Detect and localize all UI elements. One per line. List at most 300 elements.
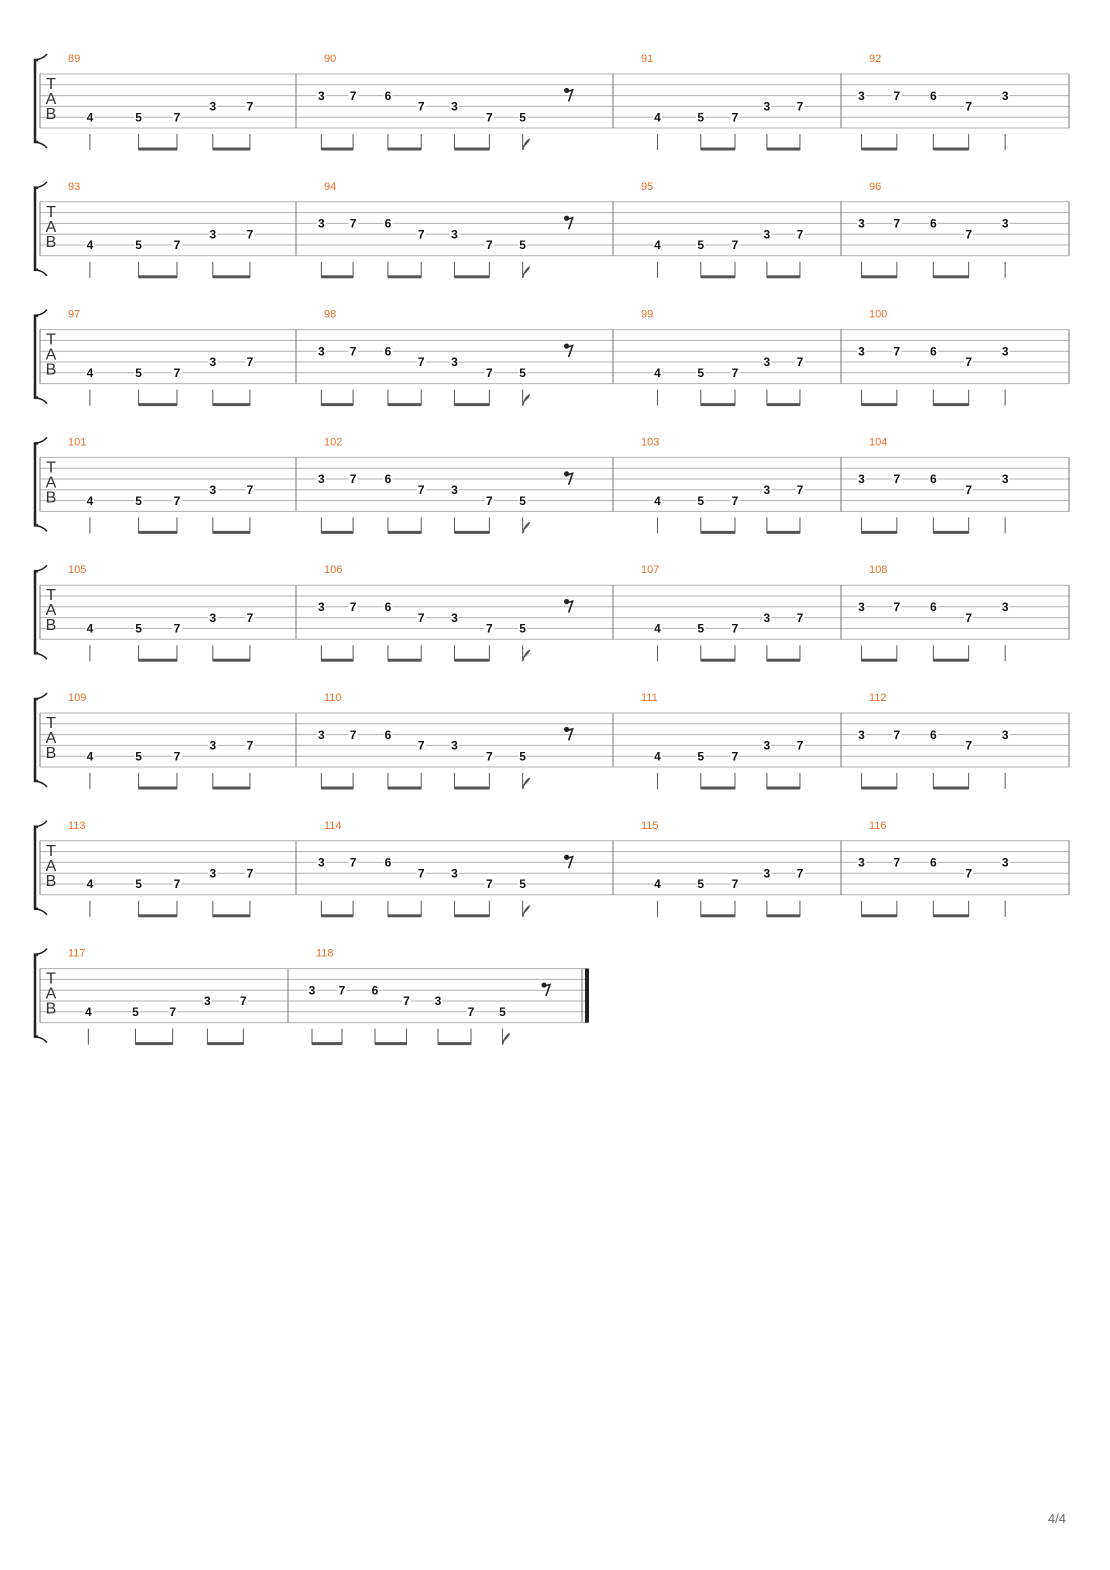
fret-number: 3 (451, 610, 458, 625)
tab-clef-letter: B (45, 106, 57, 123)
measure-number: 103 (641, 436, 660, 449)
fret-number: 4 (654, 749, 661, 764)
bracket-top-hook (35, 693, 47, 699)
fret-number: 5 (519, 749, 526, 764)
note-flag (523, 650, 530, 661)
fret-number: 7 (349, 600, 357, 614)
fret-number: 3 (318, 727, 325, 742)
fret-number: 6 (384, 88, 392, 103)
note-beam (321, 914, 353, 917)
tab-clef-letter: T (46, 970, 56, 988)
fret-number: 3 (763, 738, 771, 753)
measure-number: 91 (641, 53, 654, 65)
measure (68, 820, 296, 918)
fret-number: 3 (308, 983, 316, 998)
tab-clef-letter: B (45, 745, 57, 762)
note-beam (213, 148, 250, 151)
tab-system (35, 564, 1069, 662)
system-bracket (35, 60, 38, 142)
fret-number: 3 (1001, 600, 1009, 614)
measure-number: 90 (324, 53, 337, 65)
bracket-top-hook (35, 54, 47, 60)
fret-number: 7 (173, 493, 181, 508)
note-beam (321, 787, 353, 790)
fret-number: 7 (796, 227, 804, 242)
fret-number: 7 (965, 355, 973, 370)
measure (317, 564, 613, 662)
fret-number: 5 (499, 1005, 506, 1019)
note-beam (862, 787, 897, 790)
fret-number: 7 (467, 1005, 475, 1019)
note-beam (139, 275, 177, 278)
note-beam (933, 659, 968, 662)
note-beam (701, 403, 735, 406)
note-flag (523, 139, 530, 150)
note-beam (701, 275, 735, 278)
note-beam (933, 275, 968, 278)
fret-number: 7 (731, 877, 739, 892)
fret-number: 5 (519, 493, 526, 508)
fret-number: 7 (417, 738, 425, 753)
measure-number: 106 (324, 564, 343, 577)
measure (857, 436, 1069, 534)
note-beam (767, 787, 800, 790)
note-flag (523, 906, 530, 917)
fret-number: 7 (796, 483, 804, 497)
measure (857, 564, 1069, 662)
fret-number: 7 (349, 216, 357, 231)
measure (641, 820, 841, 918)
measure-number: 115 (641, 819, 659, 832)
measure (317, 820, 613, 918)
note-beam (388, 914, 421, 917)
note-beam (139, 403, 177, 406)
note-beam (701, 914, 735, 917)
fret-number: 7 (486, 621, 493, 636)
measure-number: 107 (641, 564, 660, 577)
fret-number: 3 (209, 355, 217, 370)
fret-number: 7 (246, 99, 254, 114)
fret-number: 3 (858, 344, 865, 359)
fret-number: 6 (929, 600, 937, 614)
measure (641, 181, 841, 278)
fret-number: 7 (349, 727, 357, 742)
fret-number: 5 (697, 877, 705, 892)
note-beam (321, 531, 353, 534)
bracket-bottom-hook (35, 525, 47, 531)
note-beam (767, 531, 800, 534)
tab-system (35, 948, 589, 1046)
fret-number: 5 (519, 621, 526, 636)
fret-number: 7 (893, 472, 901, 487)
measure-number: 108 (869, 564, 888, 577)
fret-number: 3 (763, 355, 771, 370)
note-beam (135, 1042, 172, 1045)
tab-clef-letter: B (45, 233, 57, 251)
measure (317, 436, 613, 534)
note-beam (701, 148, 735, 151)
system-bracket (35, 316, 38, 398)
tab-system (35, 436, 1069, 534)
note-flag (523, 395, 530, 406)
fret-number: 3 (209, 483, 217, 497)
note-beam (767, 914, 800, 917)
fret-number: 7 (965, 483, 973, 497)
fret-number: 3 (858, 472, 865, 487)
fret-number: 7 (173, 749, 181, 764)
note-beam (862, 148, 897, 151)
note-beam (312, 1042, 342, 1045)
fret-number: 3 (763, 866, 771, 881)
fret-number: 7 (403, 994, 410, 1009)
fret-number: 3 (209, 738, 217, 753)
fret-number: 4 (86, 110, 94, 125)
measure-number: 111 (641, 692, 658, 704)
fret-number: 6 (384, 600, 392, 614)
bracket-bottom-hook (35, 142, 47, 148)
fret-number: 3 (858, 727, 865, 742)
tab-clef-letter: T (46, 715, 56, 732)
fret-number: 7 (486, 749, 493, 764)
tab-system (35, 309, 1069, 407)
measure (68, 436, 296, 534)
fret-number: 4 (654, 621, 661, 636)
tab-clef-letter: A (45, 857, 57, 875)
measure (857, 53, 1069, 151)
fret-number: 5 (135, 238, 142, 253)
fret-number: 7 (417, 483, 425, 497)
measure-number: 104 (869, 436, 888, 449)
fret-number: 3 (1001, 472, 1009, 487)
fret-number: 3 (451, 738, 458, 753)
fret-number: 7 (893, 600, 901, 614)
tab-clef-letter: T (46, 459, 56, 477)
note-beam (213, 787, 250, 790)
fret-number: 3 (1001, 727, 1009, 742)
fret-number: 3 (209, 99, 217, 114)
note-beam (321, 148, 353, 151)
note-beam (388, 148, 421, 151)
measure (68, 948, 288, 1046)
tab-clef-letter: T (46, 842, 56, 860)
note-beam (375, 1042, 407, 1045)
bracket-top-hook (35, 437, 47, 443)
fret-number: 7 (486, 493, 493, 508)
fret-number: 7 (893, 216, 901, 231)
note-beam (455, 403, 490, 406)
note-beam (862, 914, 897, 917)
note-flag (523, 778, 530, 789)
note-beam (701, 531, 735, 534)
fret-number: 7 (486, 366, 493, 380)
note-beam (213, 275, 250, 278)
fret-number: 4 (85, 1005, 92, 1019)
fret-number: 7 (173, 877, 181, 892)
note-beam (701, 787, 735, 790)
note-beam (862, 659, 897, 662)
system-bracket (35, 571, 38, 653)
tab-clef-letter: B (45, 1000, 57, 1018)
measure-number: 112 (869, 692, 887, 704)
measure-number: 110 (324, 692, 342, 704)
tab-clef-letter: B (45, 361, 57, 379)
bracket-bottom-hook (35, 1037, 47, 1043)
fret-number: 3 (318, 472, 325, 487)
fret-number: 5 (135, 621, 142, 636)
fret-number: 7 (417, 866, 425, 881)
fret-number: 7 (796, 99, 804, 114)
measure-number: 92 (869, 53, 882, 65)
measure-number: 118 (316, 947, 334, 960)
fret-number: 3 (451, 99, 458, 114)
fret-number: 7 (893, 88, 901, 103)
fret-number: 3 (763, 483, 771, 497)
fret-number: 3 (858, 88, 865, 103)
note-beam (388, 275, 421, 278)
fret-number: 3 (858, 216, 865, 231)
fret-number: 5 (135, 749, 142, 764)
fret-number: 7 (965, 227, 973, 242)
system-bracket (35, 699, 38, 781)
bracket-bottom-hook (35, 781, 47, 787)
fret-number: 7 (965, 866, 973, 881)
tab-clef-letter: T (46, 203, 56, 221)
measure (641, 564, 841, 662)
fret-number: 7 (731, 110, 739, 125)
note-beam (455, 275, 490, 278)
note-flag (523, 267, 530, 278)
fret-number: 4 (86, 366, 94, 380)
measure (641, 309, 841, 407)
bracket-top-hook (35, 949, 47, 955)
tab-clef-letter: A (45, 730, 57, 747)
fret-number: 7 (796, 355, 804, 370)
fret-number: 5 (132, 1005, 139, 1019)
tab-system (35, 820, 1069, 918)
fret-number: 5 (519, 366, 526, 380)
fret-number: 3 (318, 88, 325, 103)
fret-number: 6 (929, 855, 937, 870)
measure (641, 692, 841, 790)
fret-number: 7 (731, 238, 739, 253)
measure (68, 692, 296, 790)
measure-number: 94 (324, 180, 337, 193)
note-beam (455, 148, 490, 151)
fret-number: 7 (349, 344, 357, 359)
measure (68, 181, 296, 278)
tab-clef-letter: A (45, 602, 57, 620)
fret-number: 7 (173, 366, 181, 380)
note-beam (933, 531, 968, 534)
fret-number: 4 (654, 366, 661, 380)
fret-number: 5 (697, 110, 705, 125)
fret-number: 7 (965, 99, 973, 114)
measure-number: 101 (68, 436, 87, 449)
measure-number: 100 (869, 308, 888, 321)
tab-clef-letter: A (45, 91, 57, 108)
fret-number: 6 (384, 855, 392, 870)
note-beam (388, 403, 421, 406)
bracket-bottom-hook (35, 653, 47, 659)
tab-clef-letter: A (45, 474, 57, 492)
measure (857, 692, 1069, 790)
note-beam (213, 659, 250, 662)
tab-clef-letter: A (45, 218, 57, 236)
note-beam (388, 659, 421, 662)
bracket-bottom-hook (35, 270, 47, 276)
note-beam (388, 531, 421, 534)
note-beam (767, 148, 800, 151)
fret-number: 7 (246, 866, 254, 881)
fret-number: 7 (893, 855, 901, 870)
note-flag (503, 1034, 510, 1045)
system-bracket (35, 955, 38, 1037)
fret-number: 6 (384, 472, 392, 487)
fret-number: 5 (697, 366, 705, 380)
note-flag (523, 522, 530, 533)
measure (641, 53, 841, 151)
fret-number: 7 (417, 227, 425, 242)
tab-clef-letter: T (46, 76, 56, 93)
fret-number: 3 (318, 600, 325, 614)
fret-number: 7 (417, 355, 425, 370)
measure (317, 692, 613, 790)
fret-number: 7 (246, 610, 254, 625)
note-beam (455, 659, 490, 662)
final-thick-barline (585, 969, 589, 1023)
fret-number: 7 (893, 727, 901, 742)
note-beam (455, 531, 490, 534)
fret-number: 7 (965, 610, 973, 625)
measure (317, 53, 613, 151)
measure-number: 105 (68, 564, 87, 577)
fret-number: 6 (384, 216, 392, 231)
fret-number: 5 (519, 877, 526, 892)
fret-number: 5 (519, 238, 526, 253)
fret-number: 7 (486, 110, 493, 125)
fret-number: 7 (486, 877, 493, 892)
note-beam (213, 531, 250, 534)
measure (641, 436, 841, 534)
measure (857, 181, 1069, 278)
fret-number: 3 (451, 227, 458, 242)
fret-number: 3 (858, 855, 865, 870)
measure-number: 117 (68, 947, 86, 960)
fret-number: 3 (209, 610, 217, 625)
tab-clef-letter: B (45, 617, 57, 635)
fret-number: 4 (86, 877, 94, 892)
note-beam (139, 148, 177, 151)
fret-number: 4 (654, 110, 661, 125)
system-bracket (35, 827, 38, 909)
note-beam (701, 659, 735, 662)
note-beam (933, 403, 968, 406)
fret-number: 7 (246, 227, 254, 242)
measure-number: 99 (641, 308, 654, 321)
note-beam (388, 787, 421, 790)
fret-number: 3 (763, 99, 771, 114)
fret-number: 5 (697, 749, 705, 764)
fret-number: 7 (796, 866, 804, 881)
bracket-bottom-hook (35, 909, 47, 915)
fret-number: 6 (929, 472, 937, 487)
fret-number: 7 (173, 621, 181, 636)
fret-number: 3 (318, 855, 325, 870)
bracket-top-hook (35, 310, 47, 316)
note-beam (321, 275, 353, 278)
fret-number: 7 (796, 610, 804, 625)
fret-number: 4 (86, 493, 94, 508)
fret-number: 3 (451, 483, 458, 497)
bracket-top-hook (35, 182, 47, 188)
fret-number: 3 (451, 866, 458, 881)
fret-number: 7 (796, 738, 804, 753)
note-beam (933, 914, 968, 917)
fret-number: 5 (135, 493, 142, 508)
fret-number: 3 (1001, 855, 1009, 870)
fret-number: 4 (654, 493, 661, 508)
note-beam (455, 914, 490, 917)
fret-number: 4 (654, 877, 661, 892)
fret-number: 3 (209, 227, 217, 242)
fret-number: 4 (86, 621, 94, 636)
fret-number: 7 (417, 610, 425, 625)
bracket-top-hook (35, 565, 47, 571)
fret-number: 5 (135, 110, 142, 125)
note-beam (862, 403, 897, 406)
fret-number: 3 (763, 610, 771, 625)
fret-number: 3 (209, 866, 217, 881)
note-beam (933, 787, 968, 790)
note-beam (139, 787, 177, 790)
fret-number: 3 (1001, 344, 1009, 359)
fret-number: 3 (434, 994, 442, 1009)
note-beam (767, 403, 800, 406)
fret-number: 6 (929, 727, 937, 742)
note-beam (139, 531, 177, 534)
measure-number: 114 (324, 819, 342, 832)
measure (308, 948, 590, 1046)
fret-number: 7 (893, 344, 901, 359)
note-beam (321, 403, 353, 406)
system-bracket (35, 188, 38, 270)
note-beam (207, 1042, 243, 1045)
note-beam (438, 1042, 471, 1045)
measure-number: 96 (869, 180, 882, 193)
note-beam (139, 659, 177, 662)
measure-number: 98 (324, 308, 337, 321)
fret-number: 3 (204, 994, 211, 1009)
fret-number: 5 (135, 877, 142, 892)
fret-number: 7 (169, 1005, 177, 1019)
fret-number: 6 (384, 344, 392, 359)
measure-number: 95 (641, 180, 654, 193)
fret-number: 7 (173, 238, 181, 253)
fret-number: 7 (486, 238, 493, 253)
fret-number: 7 (246, 483, 254, 497)
fret-number: 3 (1001, 216, 1009, 231)
fret-number: 7 (349, 472, 357, 487)
fret-number: 3 (763, 227, 771, 242)
bracket-bottom-hook (35, 398, 47, 404)
fret-number: 7 (349, 88, 357, 103)
fret-number: 3 (1001, 88, 1009, 103)
fret-number: 6 (929, 344, 937, 359)
measure-number: 93 (68, 180, 81, 193)
note-beam (455, 787, 490, 790)
fret-number: 5 (135, 366, 142, 380)
fret-number: 7 (173, 110, 181, 125)
